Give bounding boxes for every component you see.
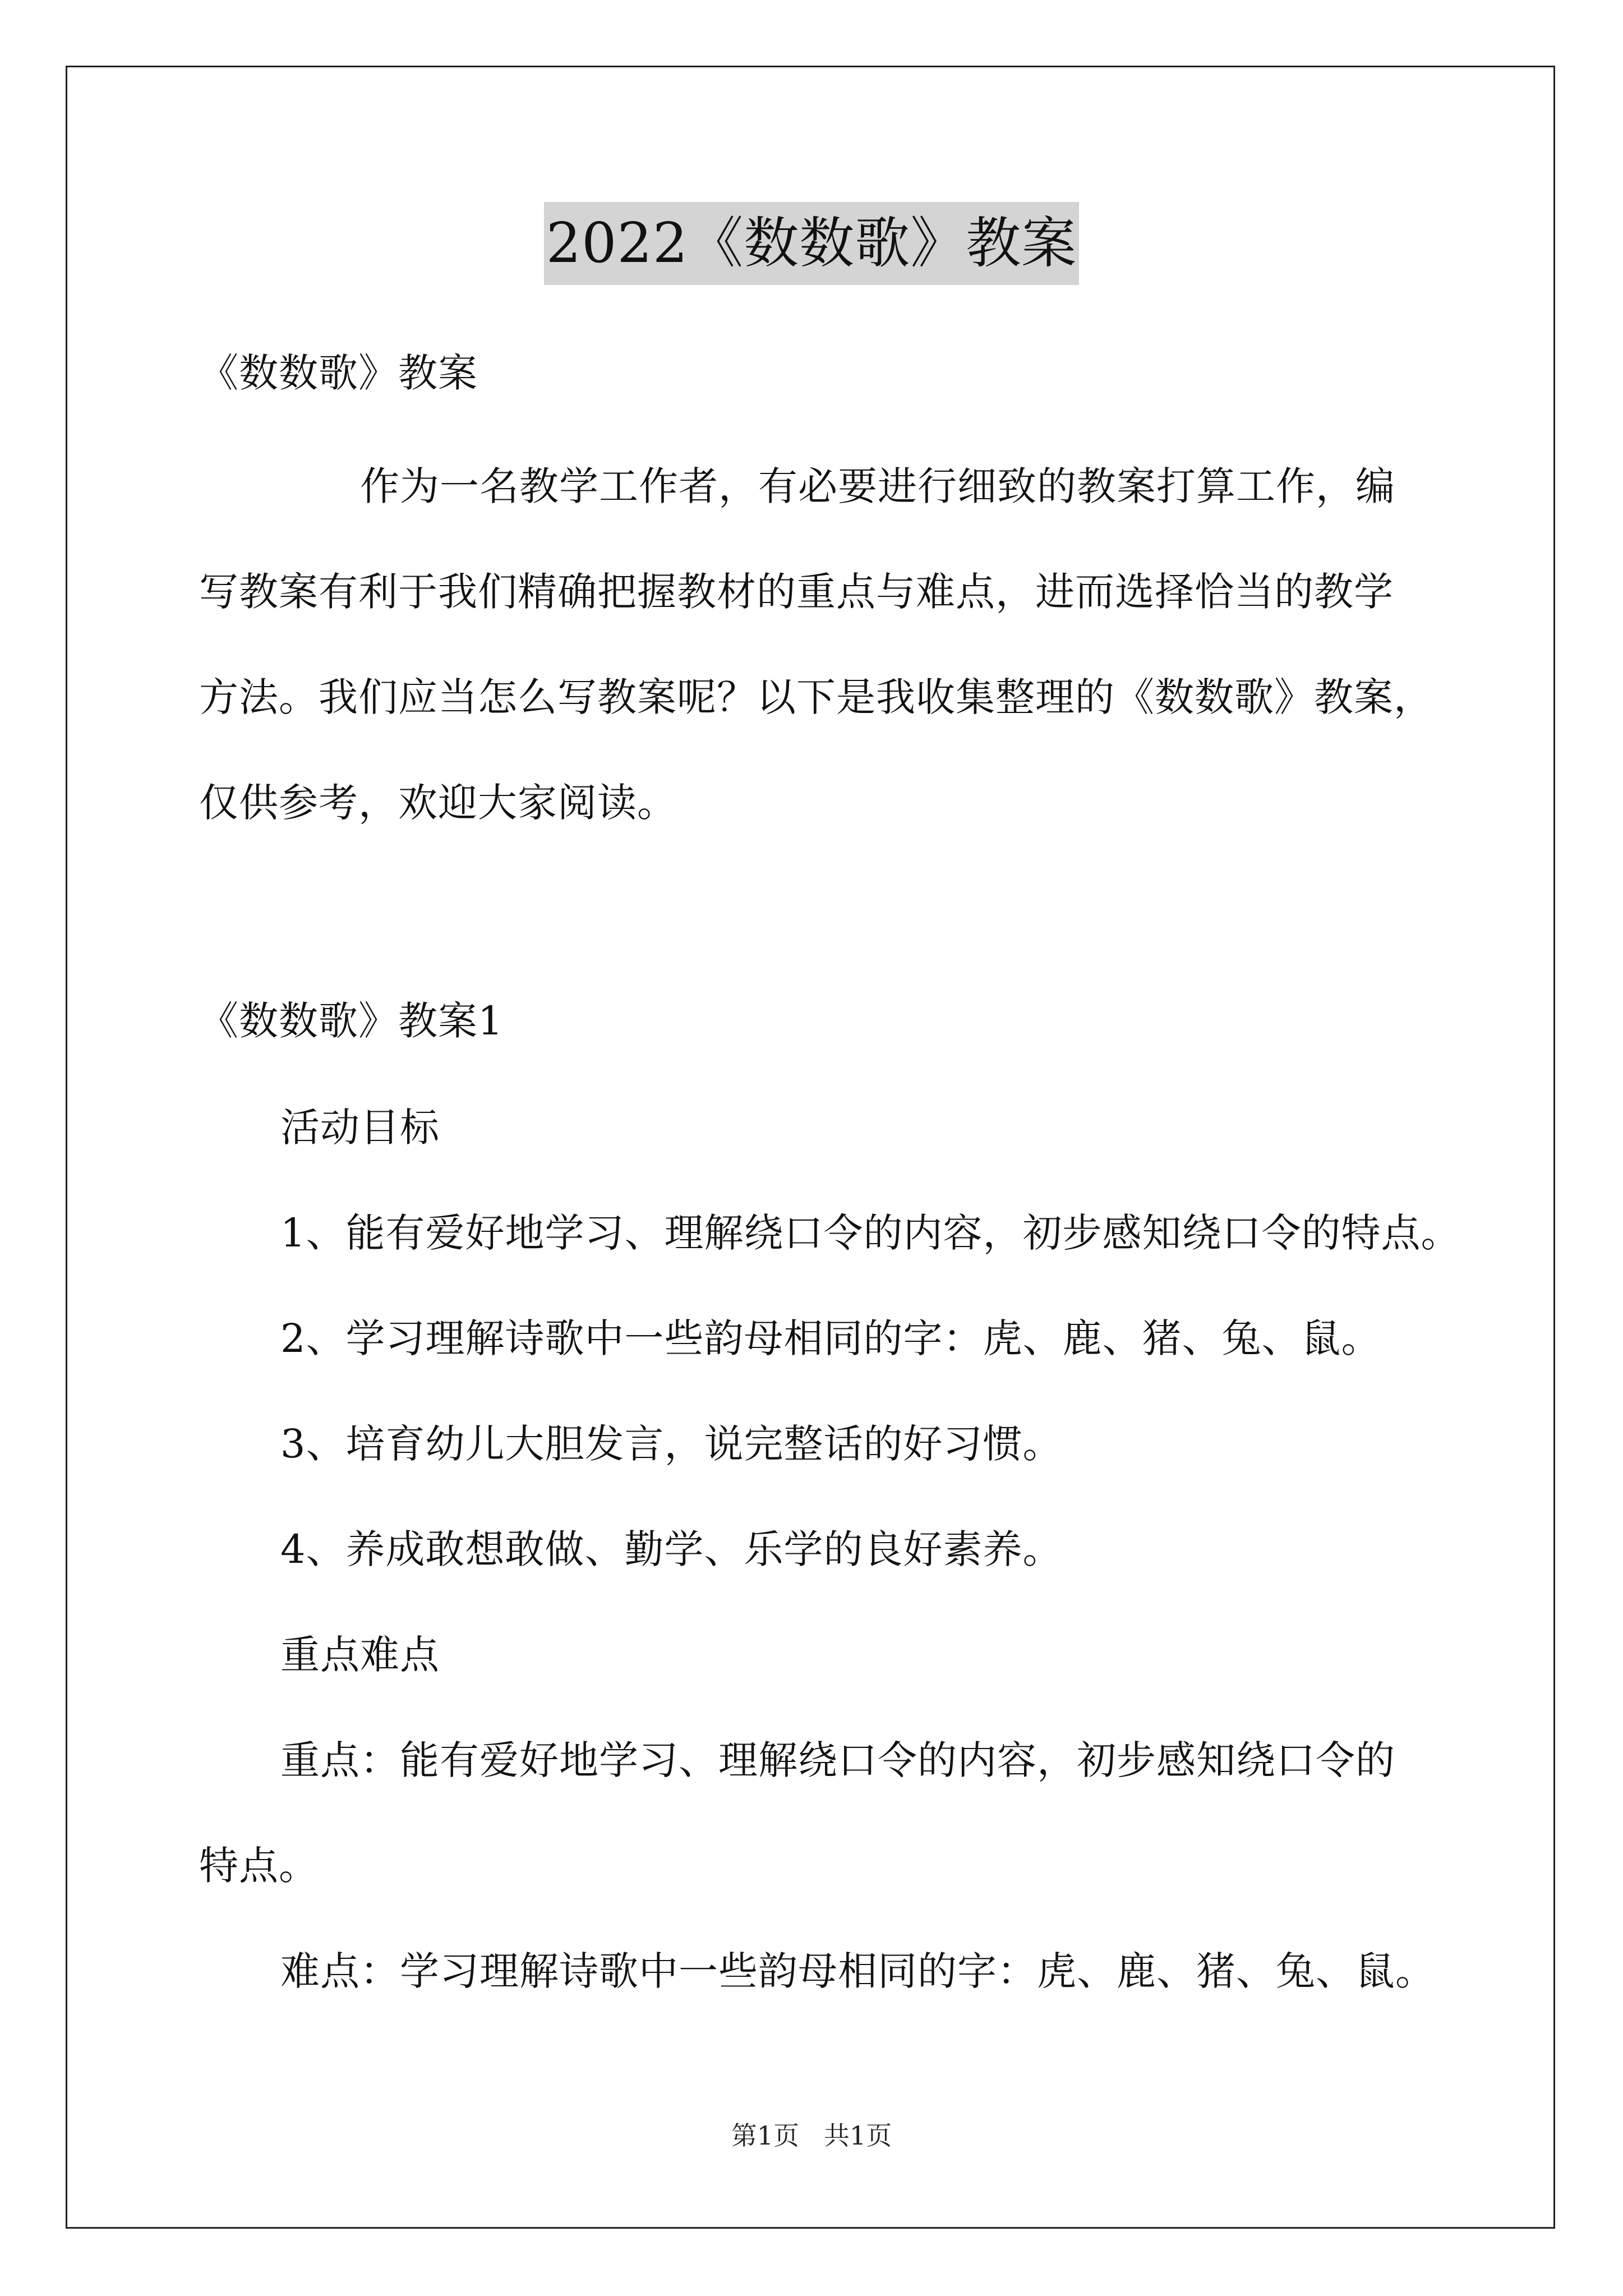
section-heading: 《数数歌》教案1 xyxy=(199,998,504,1044)
goal-item-4: 4、养成敢想敢做、勤学、乐学的良好素养。 xyxy=(280,1526,1063,1572)
page-total: 共1页 xyxy=(823,2120,892,2151)
goal-item-2: 2、学习理解诗歌中一些韵母相同的字：虎、鹿、猪、兔、鼠。 xyxy=(280,1315,1381,1361)
key-heading: 重点难点 xyxy=(280,1632,440,1678)
key-line-1: 重点：能有爱好地学习、理解绕口令的内容，初步感知绕口令的 xyxy=(280,1737,1395,1783)
page-number: 第1页 xyxy=(731,2120,800,2151)
key-line-2: 特点。 xyxy=(199,1843,319,1889)
footer-spacer xyxy=(799,2120,824,2151)
title-container xyxy=(0,202,1623,285)
goal-item-1: 1、能有爱好地学习、理解绕口令的内容，初步感知绕口令的特点。 xyxy=(280,1210,1461,1256)
intro-line-2: 写教案有利于我们精确把握教材的重点与难点，进而选择恰当的教学 xyxy=(199,569,1394,615)
difficulty-line: 难点：学习理解诗歌中一些韵母相同的字：虎、鹿、猪、兔、鼠。 xyxy=(280,1948,1435,1994)
page-footer xyxy=(0,2119,1623,2152)
document-title: 2022《数数歌》教案 xyxy=(544,202,1079,285)
goal-item-3: 3、培育幼儿大胆发言，说完整话的好习惯。 xyxy=(280,1421,1063,1467)
intro-line-3: 方法。我们应当怎么写教案呢？以下是我收集整理的《数数歌》教案， xyxy=(199,674,1433,720)
document-subtitle: 《数数歌》教案 xyxy=(199,350,478,396)
intro-line-4: 仅供参考，欢迎大家阅读。 xyxy=(199,780,677,826)
goals-heading: 活动目标 xyxy=(280,1105,440,1151)
intro-line-1: 作为一名教学工作者，有必要进行细致的教案打算工作，编 xyxy=(360,463,1395,509)
